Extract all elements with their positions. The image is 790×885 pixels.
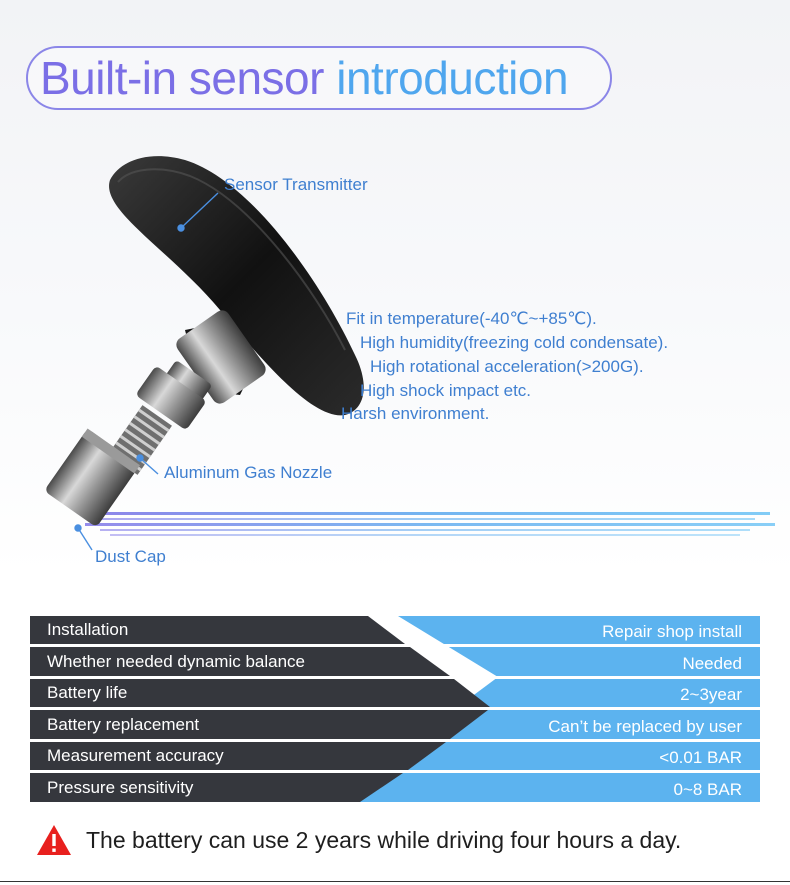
spec-value-battery-life: 2~3year bbox=[680, 685, 742, 704]
feature-harsh-environment: Harsh environment. bbox=[341, 404, 490, 423]
label-sensor-transmitter: Sensor Transmitter bbox=[224, 175, 368, 194]
spec-table bbox=[30, 614, 760, 804]
warning-triangle-icon bbox=[36, 824, 72, 856]
spec-value-pressure-sensitivity: 0~8 BAR bbox=[673, 780, 742, 799]
battery-note-text: The battery can use 2 years while driving four hours a day. bbox=[86, 826, 682, 853]
label-dust-cap: Dust Cap bbox=[95, 547, 166, 566]
spec-name-battery-life: Battery life bbox=[47, 683, 128, 702]
label-aluminum-gas-nozzle: Aluminum Gas Nozzle bbox=[164, 463, 333, 482]
battery-note bbox=[36, 820, 681, 860]
spec-name-battery-replacement: Battery replacement bbox=[47, 715, 200, 734]
spec-value-installation: Repair shop install bbox=[602, 622, 742, 641]
feature-temperature: Fit in temperature(-40℃~+85℃). bbox=[346, 309, 597, 328]
feature-shock: High shock impact etc. bbox=[360, 381, 532, 400]
title-part-2: introduction bbox=[336, 52, 569, 104]
spec-name-measurement-accuracy: Measurement accuracy bbox=[47, 746, 224, 765]
spec-name-dynamic-balance: Whether needed dynamic balance bbox=[47, 652, 305, 671]
spec-name-installation: Installation bbox=[47, 620, 129, 639]
spec-name-pressure-sensitivity: Pressure sensitivity bbox=[47, 778, 194, 797]
title-part-1: Built-in sensor bbox=[40, 52, 324, 104]
feature-humidity: High humidity(freezing cold condensate). bbox=[360, 333, 669, 352]
spec-value-dynamic-balance: Needed bbox=[682, 654, 742, 673]
speed-streaks bbox=[85, 512, 775, 536]
spec-value-battery-replacement: Can’t be replaced by user bbox=[548, 717, 742, 736]
spec-value-measurement-accuracy: <0.01 BAR bbox=[659, 748, 742, 767]
bottom-divider bbox=[0, 881, 790, 882]
feature-acceleration: High rotational acceleration(>200G). bbox=[370, 357, 644, 376]
